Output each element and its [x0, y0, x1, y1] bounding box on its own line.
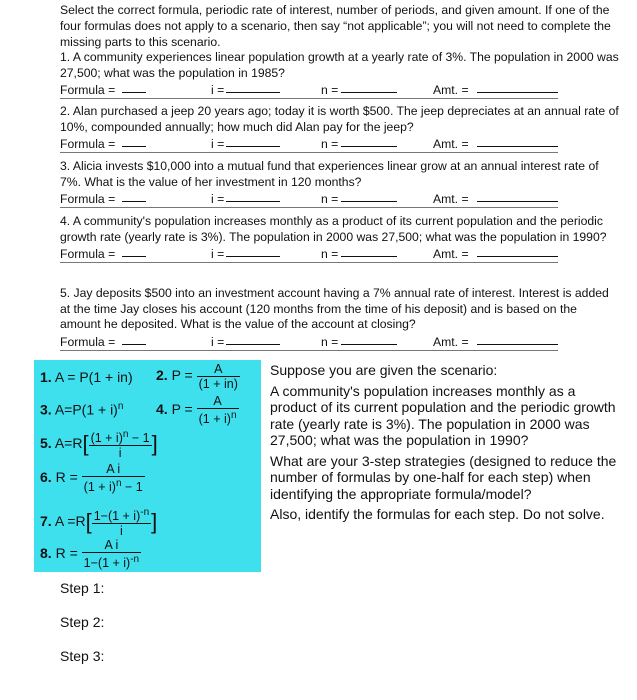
rate-label: i =	[211, 192, 225, 206]
periods-blank[interactable]	[341, 82, 397, 93]
formula-blank[interactable]	[122, 334, 146, 345]
problem-2	[60, 104, 620, 153]
formula-blank[interactable]	[122, 82, 146, 93]
step-2: Step 2:	[60, 614, 105, 630]
formula-blank[interactable]	[122, 191, 146, 202]
formula-label: Formula =	[60, 247, 116, 261]
rate-label: i =	[211, 247, 225, 261]
problem-5	[60, 286, 620, 351]
instructions: Select the correct formula, periodic rate of interest, number of periods, and given amount. If one of the four formulas does not apply to a scenario, then say “not applicable”; you will not need to complete the missing parts to this scenario.	[60, 3, 611, 49]
formula-5: 5. A=R[ $\frac{(1 + i)^n - 1}{i}$ ]	[40, 429, 158, 461]
formula-label: Formula =	[60, 137, 116, 151]
problem-text: 4. A community's population increases monthly as a product of its current population and the periodic growth rate (yearly rate is 3%). The population in 2000 was 27,500; what was the population in 1990?	[60, 214, 607, 244]
amount-blank[interactable]	[477, 334, 558, 345]
scenario-question: What are your 3-step strategies (designed to reduce the number of formulas by one-half for each step) when identifying the appropriate formula/model?	[270, 452, 617, 502]
formula-label: Formula =	[60, 334, 116, 349]
amount-label: Amt. =	[433, 334, 469, 349]
amount-label: Amt. =	[433, 137, 469, 151]
rate-blank[interactable]	[226, 136, 280, 147]
problem-3	[60, 159, 620, 208]
problem-4	[60, 214, 620, 263]
periods-label: n =	[321, 137, 339, 151]
answer-row	[60, 82, 558, 99]
formula-3: 3. $A=P(1 + i)^n$	[40, 401, 124, 418]
rate-label: i =	[211, 83, 225, 97]
answer-row	[60, 136, 558, 153]
formula-8: 8. R = $\frac{\text{A i}}{1-(1 + i)^{-n}}$	[40, 538, 140, 571]
periods-label: n =	[321, 247, 339, 261]
periods-blank[interactable]	[341, 246, 397, 257]
scenario-extra: Also, identify the formulas for each step. Do not solve.	[270, 506, 605, 522]
rate-blank[interactable]	[226, 191, 280, 202]
periods-label: n =	[321, 83, 339, 97]
periods-blank[interactable]	[341, 334, 397, 345]
amount-blank[interactable]	[477, 246, 558, 257]
amount-blank[interactable]	[477, 191, 558, 202]
rate-blank[interactable]	[226, 334, 280, 345]
formula-4: 4. P = $\frac{A}{(1 + i)^n}$	[156, 394, 237, 427]
periods-blank[interactable]	[341, 191, 397, 202]
periods-label: n =	[321, 192, 339, 206]
problem-text: 1. A community experiences linear population growth at a yearly rate of 3%. The population in 2000 was 27,500; what was the population in 1985?	[60, 50, 619, 80]
formula-1: 1. A = P(1 + in)	[40, 369, 133, 385]
formula-7: 7. A =R[ $\frac{1-(1 + i)^{-n}}{i}$ ]	[40, 507, 158, 539]
formula-blank[interactable]	[122, 246, 146, 257]
formula-reference-box	[34, 360, 261, 572]
amount-blank[interactable]	[477, 82, 558, 93]
answer-row	[60, 191, 558, 208]
scenario-panel	[270, 362, 625, 527]
formula-blank[interactable]	[122, 136, 146, 147]
rate-blank[interactable]	[226, 246, 280, 257]
problem-text: 5. Jay deposits $500 into an investment account having a 7% annual rate of interest. Interest is added at the time Jay closes his account (120 months from the time of his deposit) and is based on the amount he deposited. What is the value of the account at closing?	[60, 286, 609, 331]
formula-label: Formula =	[60, 192, 116, 206]
scenario-lead: Suppose you are given the scenario:	[270, 362, 498, 378]
rate-label: i =	[211, 334, 225, 349]
scenario-body: A community's population increases monthly as a product of its current population and the periodic growth rate (yearly rate is 3%). The population in 2000 was 27,500; what was the population in 1990?	[270, 382, 616, 448]
amount-label: Amt. =	[433, 247, 469, 261]
problem-1	[60, 50, 620, 99]
step-1: Step 1:	[60, 580, 105, 596]
formula-6: 6. R = $\frac{\text{A i}}{(1 + i)^n - 1}$	[40, 462, 143, 495]
step-3: Step 3:	[60, 648, 105, 664]
periods-label: n =	[321, 334, 339, 349]
amount-label: Amt. =	[433, 192, 469, 206]
formula-label: Formula =	[60, 83, 116, 97]
problem-text: 3. Alicia invests $10,000 into a mutual fund that experiences linear grow at an annual interest rate of 7%. What is the value of her investment in 120 months?	[60, 159, 599, 189]
rate-blank[interactable]	[226, 82, 280, 93]
problem-text: 2. Alan purchased a jeep 20 years ago; today it is worth $500. The jeep depreciates at an annual rate of 10%, compounded annually; how much did Alan pay for the jeep?	[60, 104, 619, 134]
amount-blank[interactable]	[477, 136, 558, 147]
formula-2: 2. P = $\frac{A}{(1 + in)}$	[156, 362, 238, 391]
answer-row	[60, 334, 558, 351]
amount-label: Amt. =	[433, 83, 469, 97]
rate-label: i =	[211, 137, 225, 151]
periods-blank[interactable]	[341, 136, 397, 147]
answer-row	[60, 246, 558, 263]
